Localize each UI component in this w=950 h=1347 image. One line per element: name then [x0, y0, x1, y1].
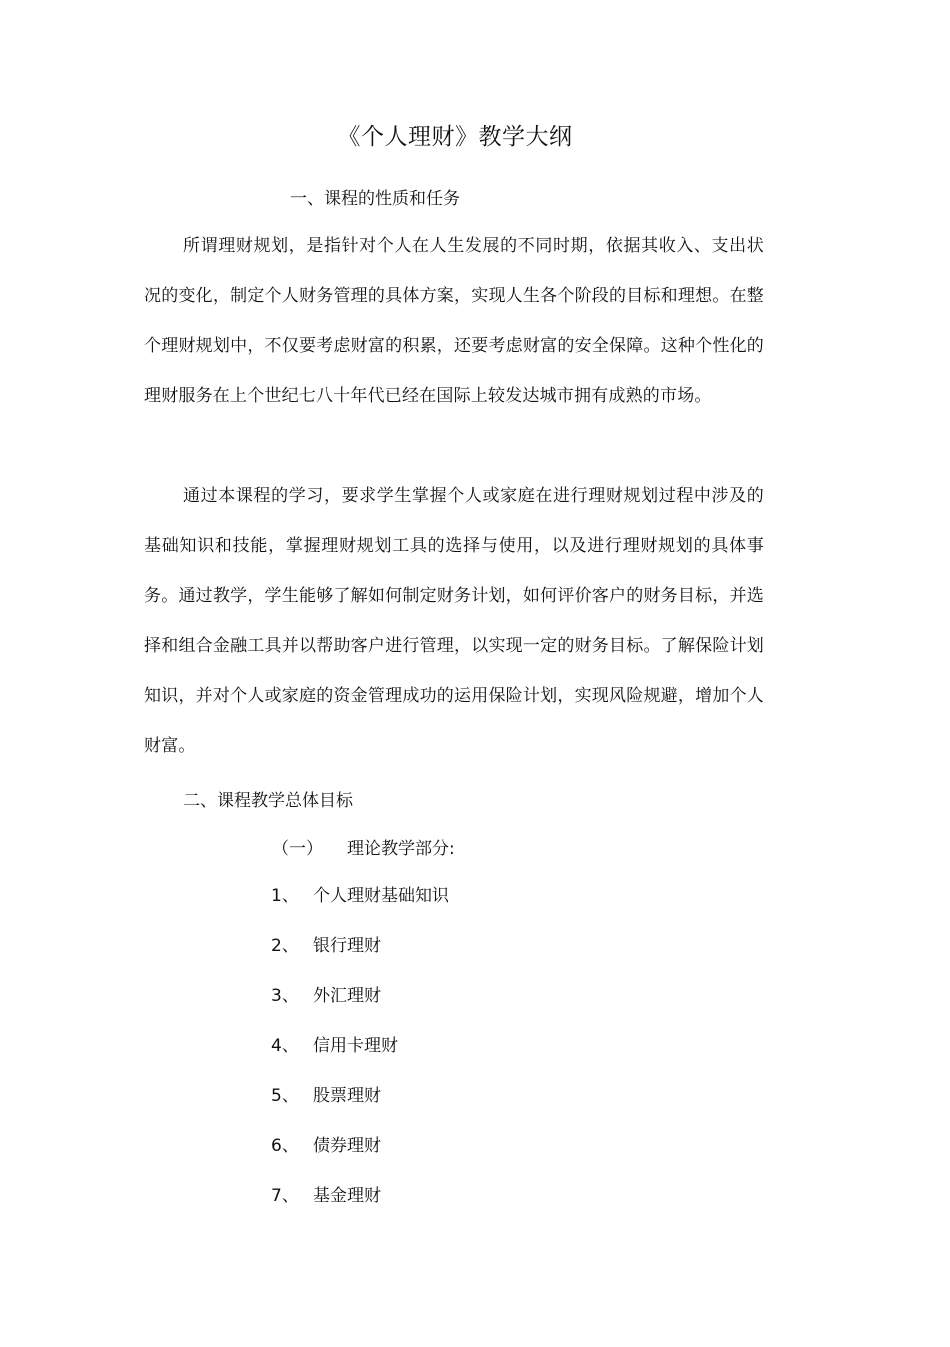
section-heading-2: 二、课程教学总体目标: [183, 791, 353, 811]
list-item: [271, 1023, 449, 1073]
list-item: [271, 1073, 449, 1123]
subsection-number: （一）: [272, 839, 323, 859]
list-item-text: 信用卡理财: [313, 1036, 398, 1056]
list-item-text: 外汇理财: [313, 986, 381, 1006]
list-item-index: 3、: [271, 986, 299, 1006]
list-item-text: 股票理财: [313, 1086, 381, 1106]
list-item: [271, 973, 449, 1023]
list-item-index: 1、: [271, 886, 299, 906]
subsection-title: 理论教学部分:: [347, 839, 455, 859]
list-item: [271, 1123, 449, 1173]
list-item-text: 债券理财: [313, 1136, 381, 1156]
paragraph: 所谓理财规划，是指针对个人在人生发展的不同时期，依据其收入、支出状况的变化，制定个人财务管理的具体方案，实现人生各个阶段的目标和理想。在整个理财规划中，不仅要考虑财富的积累，还要考虑财富的安全保障。这种个性化的理财服务在上个世纪七八十年代已经在国际上较发达城市拥有成熟的市场。: [144, 236, 764, 406]
list-item: [271, 873, 449, 923]
list-item-index: 4、: [271, 1036, 299, 1056]
paragraph: 通过本课程的学习，要求学生掌握个人或家庭在进行理财规划过程中涉及的基础知识和技能，掌握理财规划工具的选择与使用，以及进行理财规划的具体事务。通过教学，学生能够了解如何制定财务计划，如何评价客户的财务目标，并选择和组合金融工具并以帮助客户进行管理，以实现一定的财务目标。了解保险计划知识，并对个人或家庭的资金管理成功的运用保险计划，实现风险规避，增加个人财富。: [144, 486, 764, 756]
section-heading-1: 一、课程的性质和任务: [290, 189, 460, 209]
subsection-heading: [272, 834, 455, 859]
list-item-text: 银行理财: [313, 936, 381, 956]
list-item-index: 5、: [271, 1086, 299, 1106]
list-item-index: 6、: [271, 1136, 299, 1156]
topic-list: [271, 873, 449, 1223]
list-item: [271, 1173, 449, 1223]
document-title: 《个人理财》教学大纲: [337, 124, 573, 150]
list-item-text: 个人理财基础知识: [313, 886, 449, 906]
list-item-text: 基金理财: [313, 1186, 381, 1206]
list-item-index: 7、: [271, 1186, 299, 1206]
list-item-index: 2、: [271, 936, 299, 956]
list-item: [271, 923, 449, 973]
